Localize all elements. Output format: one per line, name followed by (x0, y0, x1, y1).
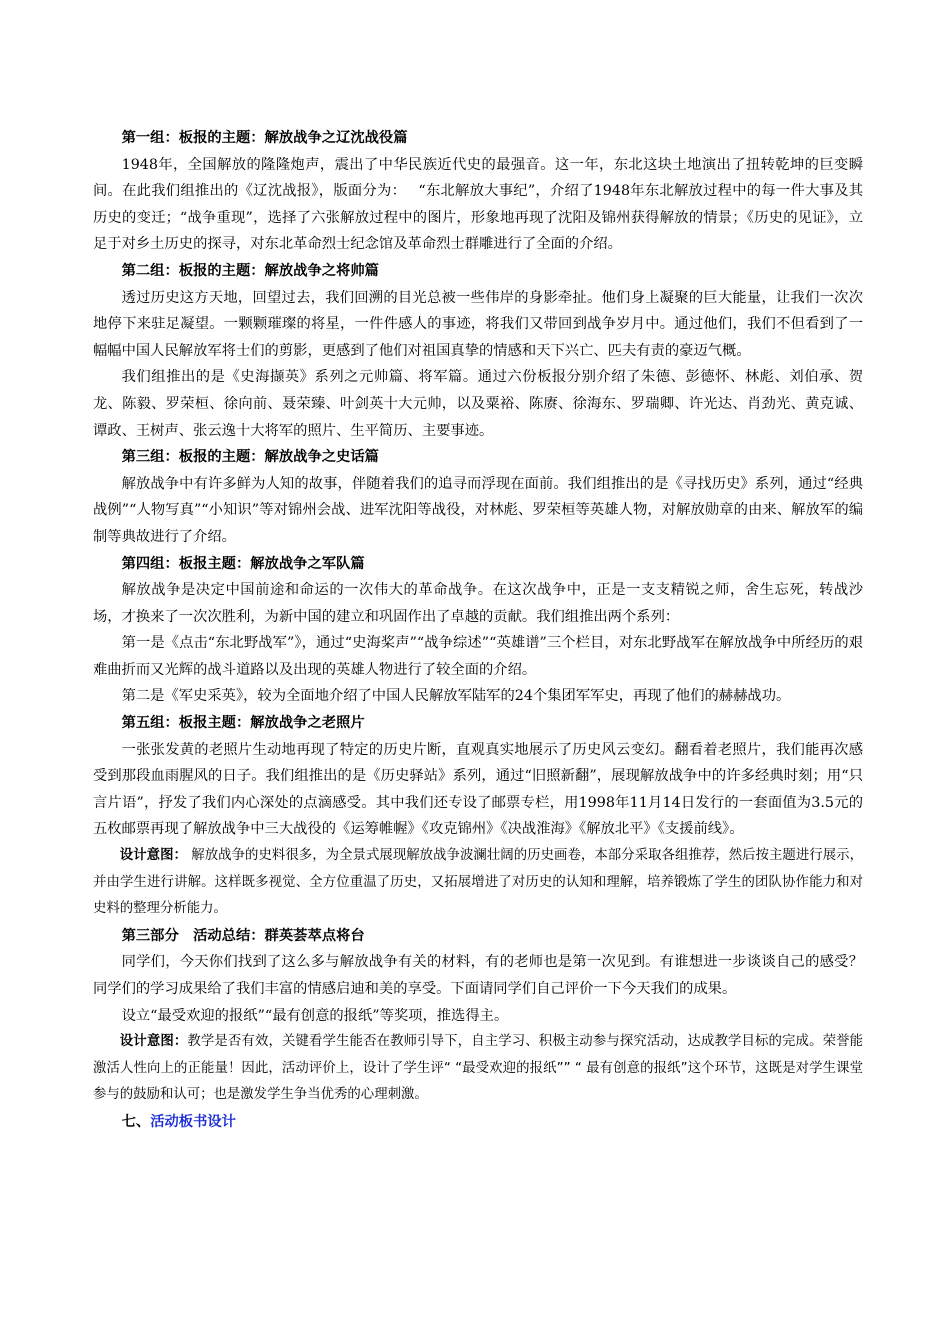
design-intent-note (93, 1029, 863, 1109)
design-intent-text: 解放战争的史料很多，为全景式展现解放战争波澜壮阔的历史画卷，本部分采取各组推荐，然后按主题进行展示，并由学生进行讲解。这样既多视觉、全方位重温了历史，又拓展增进了对历史的认知和理解，培养锻炼了学生的团队协作能力和对史料的整理分析能力。 (93, 848, 863, 917)
part-3-heading: 第三部分 活动总结：群英荟萃点将台 (121, 927, 365, 944)
group-4-paragraph: 解放战争是决定中国前途和命运的一次伟大的革命战争。在这次战争中，正是一支支精锐之师，舍生忘死，转战沙场，才换来了一次次胜利，为新中国的建立和巩固作出了卓越的贡献。我们组推出两个系列： (93, 582, 863, 625)
design-intent-text: 教学是否有效，关键看学生能否在教师引导下，自主学习、积极主动参与探究活动，达成教学目标的完成。荣誉能激活人性向上的正能量！因此，活动评价上，设计了学生评“ “最受欢迎的报纸”” “ 最有创意的报纸”这个环节，这既是对学生课堂参与的鼓励和认可；也是激发学生争当优秀的心理刺激。 (93, 1034, 863, 1103)
group-2-paragraph: 我们组推出的是《史海撷英》系列之元帅篇、将军篇。通过六份板报分别介绍了朱德、彭德怀、林彪、刘伯承、贺龙、陈毅、罗荣桓、徐向前、聂荣臻、叶剑英十大元帅，以及粟裕、陈赓、徐海东、罗瑞卿、许光达、肖劲光、黄克诚、谭政、王树声、张云逸十大将军的照片、生平简历、主要事迹。 (93, 369, 863, 439)
design-intent-label: 设计意图： (119, 1034, 188, 1050)
group-5-heading: 第五组：板报主题：解放战争之老照片 (121, 715, 365, 732)
part-3-paragraph: 同学们，今天你们找到了这么多与解放战争有关的材料，有的老师也是第一次见到。有谁想进一步谈谈自己的感受？同学们的学习成果给了我们丰富的情感启迪和美的享受。下面请同学们自己评价一下今天我们的成果。 (93, 954, 863, 997)
section-7-heading (93, 1109, 863, 1136)
group-2-heading: 第二组：板报的主题：解放战争之将帅篇 (121, 262, 379, 279)
group-4-paragraph: 第一是《点击“东北野战军”》，通过“史海桨声”“战争综述”“英雄谱”三个栏目，对东北野战军在解放战争中所经历的艰难曲折而又光辉的战斗道路以及出现的英雄人物进行了较全面的介绍。 (93, 635, 863, 678)
section-7-number: 七、 (121, 1113, 151, 1130)
section-7-title: 活动板书设计 (150, 1113, 236, 1130)
group-1-paragraph: 1948年，全国解放的隆隆炮声，震出了中华民族近代史的最强音。这一年，东北这块土地演出了扭转乾坤的巨变瞬间。在此我们组推出的《辽沈战报》，版面分为： “东北解放大事纪”，介绍了1948年东北解放过程中的每一件大事及其历史的变迁；“战争重现”，选择了六张解放过程中的图片，形象地再现了沈阳及锦州获得解放的情景；《历史的见证》，立足于对乡土历史的探寻，对东北革命烈士纪念馆及革命烈士群雕进行了全面的介绍。 (93, 156, 863, 253)
design-intent-label: 设计意图： (119, 848, 187, 864)
document-page (93, 125, 863, 1136)
group-4-heading: 第四组：板报主题：解放战争之军队篇 (121, 555, 365, 572)
part-3-paragraph: 设立“最受欢迎的报纸”“最有创意的报纸”等奖项，推选得主。 (121, 1007, 509, 1024)
group-3-heading: 第三组：板报的主题：解放战争之史话篇 (121, 449, 379, 466)
group-4-paragraph: 第二是《军史采英》，较为全面地介绍了中国人民解放军陆军的24个集团军军史，再现了他们的赫赫战功。 (121, 688, 791, 705)
group-1-heading: 第一组：板报的主题：解放战争之辽沈战役篇 (121, 130, 408, 146)
group-3-paragraph: 解放战争中有许多鲜为人知的故事，伴随着我们的追寻而浮现在面前。我们组推出的是《寻找历史》系列，通过“经典战例”“人物写真”“小知识”等对锦州会战、进军沈阳等战役，对林彪、罗荣桓等英雄人物，对解放勋章的由来、解放军的编制等典故进行了介绍。 (93, 475, 863, 545)
group-5-paragraph: 一张张发黄的老照片生动地再现了特定的历史片断，直观真实地展示了历史风云变幻。翻看着老照片，我们能再次感受到那段血雨腥风的日子。我们组推出的是《历史驿站》系列，通过“旧照新翻”，展现解放战争中的许多经典时刻；用“只言片语”，抒发了我们内心深处的点滴感受。其中我们还专设了邮票专栏，用1998年11月14日发行的一套面值为3.5元的五枚邮票再现了解放战争中三大战役的《运筹帷幄》《攻克锦州》《决战淮海》《解放北平》《支援前线》。 (93, 741, 863, 838)
group-2-paragraph: 透过历史这方天地，回望过去，我们回溯的目光总被一些伟岸的身影牵扯。他们身上凝聚的巨大能量，让我们一次次地停下来驻足凝望。一颗颗璀璨的将星，一件件感人的事迹，将我们又带回到战争岁月中。通过他们，我们不但看到了一幅幅中国人民解放军将士们的剪影，更感到了他们对祖国真挚的情感和天下兴亡、匹夫有责的豪迈气概。 (93, 289, 863, 359)
design-intent-note (93, 843, 863, 923)
